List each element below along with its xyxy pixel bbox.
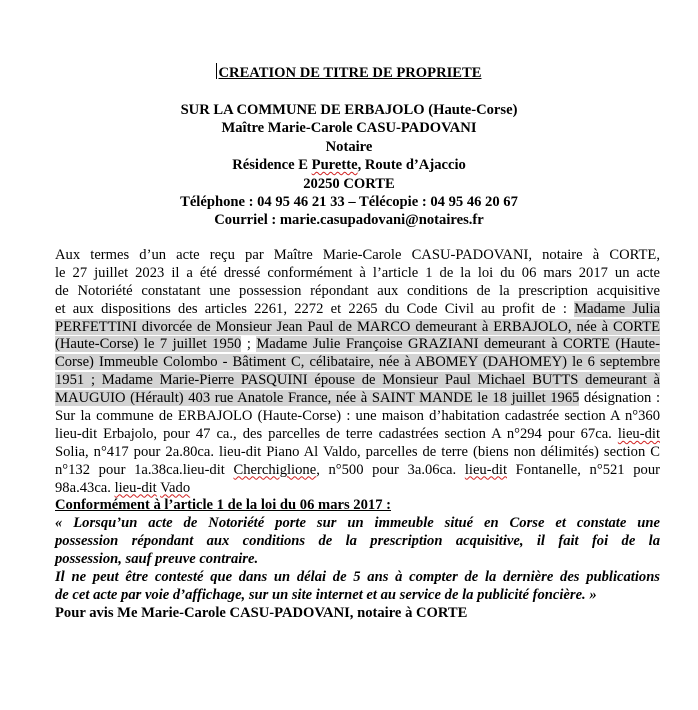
city-line: 20250 CORTE	[303, 175, 395, 192]
notary-header	[0, 101, 698, 230]
body-text: , n°500 pour 3a.06ca.	[316, 461, 457, 478]
document-title	[0, 63, 698, 83]
notary-name: Maître Marie-Carole CASU-PADOVANI	[221, 120, 477, 137]
body-line	[55, 390, 660, 408]
body-text: 98a.43ca.	[55, 479, 111, 496]
body-line	[55, 426, 660, 444]
body-text: Fontanelle, n°521 pour	[515, 461, 660, 478]
highlighted-text: Madame Julia	[574, 300, 660, 317]
highlighted-text: Madame Julie Françoise GRAZIANI demeurant à CORTE (Haute-	[256, 336, 660, 353]
body-line	[55, 372, 660, 390]
email-line: Courriel : marie.casupadovani@notaires.fr	[214, 212, 484, 229]
spellcheck-word: lieu-dit	[464, 461, 507, 478]
commune-line: SUR LA COMMUNE DE ERBAJOLO (Haute-Corse)	[180, 102, 518, 118]
highlighted-text: MAUGUIO (Hérault) 403 rue Anatole France, née à SAINT MANDE le 18 juillet 1965	[55, 390, 580, 407]
address-word: Purette	[311, 157, 358, 174]
highlighted-text: PERFETTINI divorcée de Monsieur Jean Paul de MARCO demeurant à ERBAJOLO, née à CORTE	[55, 318, 660, 335]
highlighted-text: (Haute-Corse) le 7 juillet 1950	[55, 336, 242, 353]
quote-line: Il ne peut être contesté que dans un délai de 5 ans à compter de la dernière des publications	[55, 569, 660, 586]
body-text: ;	[241, 336, 257, 353]
body-text: n°132 pour 1a.38ca.lieu-dit	[55, 461, 225, 478]
body-text: lieu-dit Erbajolo, pour 47 ca., des parcelles de terre cadastrées section A n°294 pour 67ca.	[55, 425, 612, 442]
body-line	[55, 480, 660, 498]
address-post: , Route d’Ajaccio	[357, 157, 466, 174]
body-line: Aux termes d’un acte reçu par Maître Marie-Carole CASU-PADOVANI, notaire à CORTE,	[55, 247, 660, 263]
spellcheck-word: lieu-dit	[617, 425, 660, 442]
highlighted-text: Corse) Immeuble Colombo - Bâtiment C, célibataire, née à ABOMEY (DAHOMEY) le 6 septembre	[55, 354, 660, 371]
highlighted-text: 1951	[55, 372, 85, 389]
body-line	[55, 462, 660, 480]
body-line	[55, 336, 660, 354]
address-pre: Résidence E	[232, 157, 312, 174]
highlighted-text: ; Madame Marie-Pierre PASQUINI épouse de Monsieur Paul Michael BUTTS demeurant à	[84, 372, 660, 389]
quote-line: possession, sauf preuve contraire.	[55, 551, 259, 568]
quote-line: de cet acte par voie d’affichage, sur un site internet et au service de la publicité foncière. »	[55, 586, 597, 603]
body-line: Sur la commune de ERBAJOLO (Haute-Corse) : une maison d’habitation cadastrée section A n°360	[55, 408, 660, 425]
body-line	[55, 354, 660, 372]
body-text: et aux dispositions des articles 2261, 2272 et 2265 du Code Civil au profit de :	[55, 300, 567, 317]
notice-body	[55, 247, 660, 623]
spellcheck-word: Cherchiglione	[233, 461, 317, 478]
phone-line: Téléphone : 04 95 46 21 33 – Télécopie : 04 95 46 20 67	[180, 193, 518, 210]
quote-line: « Lorsqu’un acte de Notoriété porte sur un immeuble situé en Corse et constate une	[55, 515, 660, 532]
spellcheck-word: lieu-dit	[114, 479, 157, 496]
notary-title: Notaire	[325, 138, 373, 155]
address-line	[0, 156, 698, 174]
body-line	[55, 301, 660, 319]
title-text: CREATION DE TITRE DE PROPRIETE	[218, 65, 482, 81]
body-line: le 27 juillet 2023 il a été dressé conformément à l’article 1 de la loi du 06 mars 2017 un acte	[55, 264, 660, 281]
spellcheck-word: Vado	[160, 479, 191, 496]
signature-line: Pour avis Me Marie-Carole CASU-PADOVANI, notaire à CORTE	[55, 604, 468, 621]
body-line: de Notoriété constatant une possession répondant aux conditions de la prescription acquisitive	[55, 282, 660, 299]
body-text: désignation :	[579, 390, 660, 407]
body-line: Solia, n°417 pour 2a.80ca. lieu-dit Piano Al Valdo, parcelles de terre (biens non délimités) section C	[55, 443, 660, 460]
body-line	[55, 319, 660, 337]
conformity-heading: Conformément à l’article 1 de la loi du 06 mars 2017 :	[55, 497, 392, 514]
quote-line: possession répondant aux conditions de la prescription acquisitive, il fait foi de la	[55, 533, 660, 550]
